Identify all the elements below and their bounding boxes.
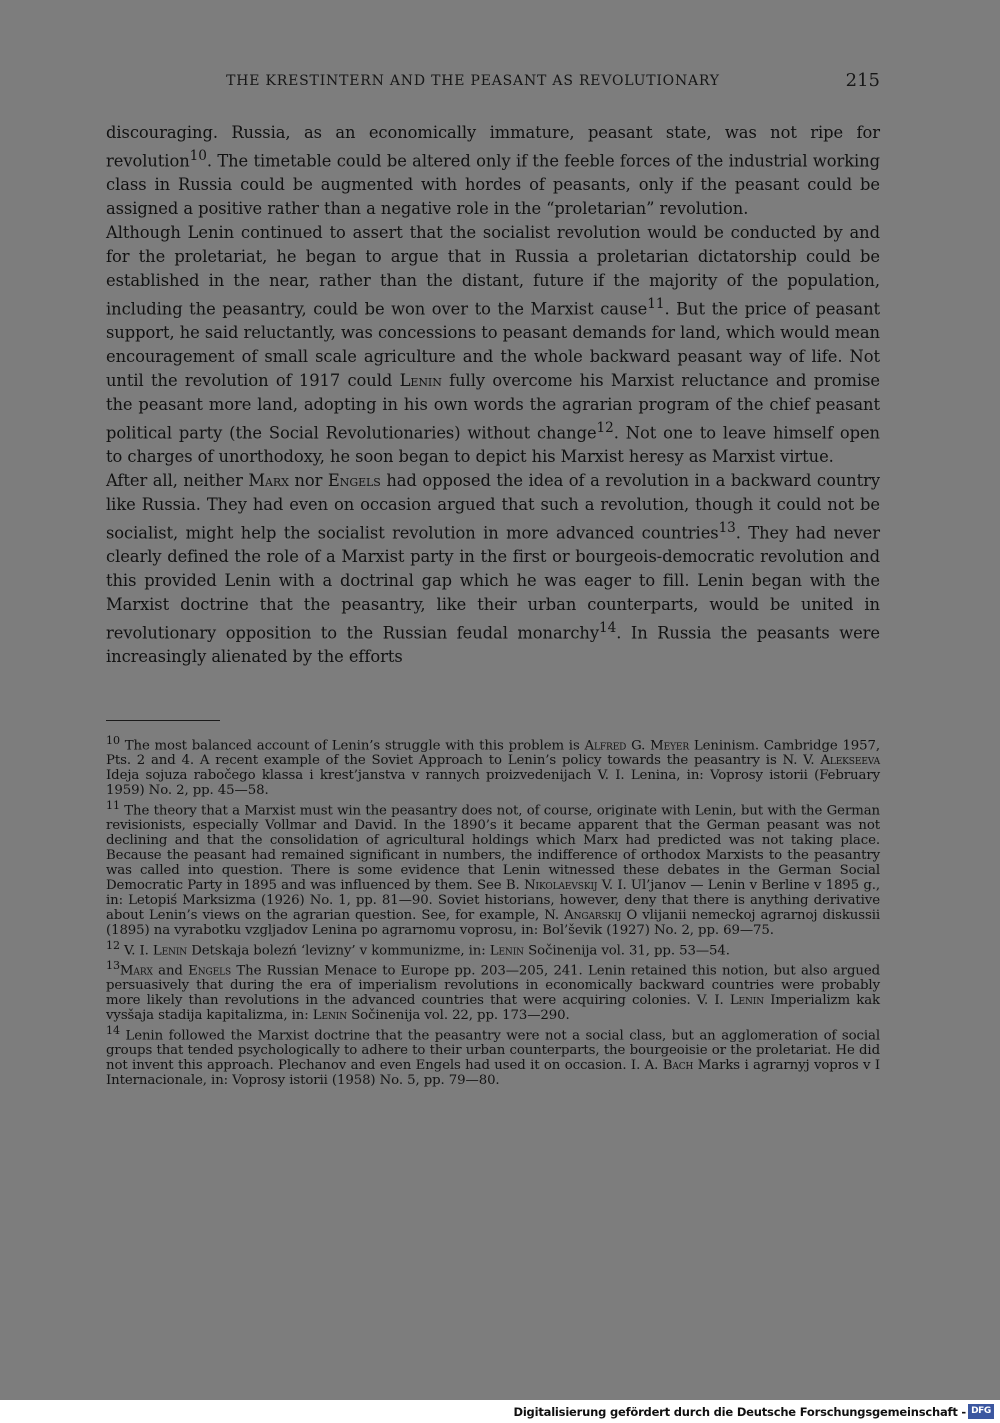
footnote-ref-13: 13 — [718, 519, 736, 536]
body-text — [106, 121, 880, 669]
text-run: Sočinenija vol. 31, pp. 53—54. — [523, 943, 730, 959]
text-run: . The timetable could be altered only if the feeble forces of the industrial working class in Russia could be augmented with hordes of peasants, only if the peasant could be assigned a positive rather than a negative role in the “proletarian” revolution. — [106, 151, 880, 219]
footnote-number: 12 — [106, 938, 120, 952]
author-name: Engels — [188, 963, 232, 979]
text-run: . But the price of peasant support, he said reluctantly, was concessions to peasant demands for land, which would mean encouragement of small scale agriculture and the whole backward peasant way of life. Not until the revolution of 1917 could — [106, 299, 880, 390]
text-run: Leninism. Cambridge 1957, Pts. 2 and 4. A recent example of the Soviet Approach to Lenin’s policy towards the peasantry is N. V. — [106, 738, 881, 769]
author-name: Lenin — [729, 993, 765, 1009]
funding-credit: Digitalisierung gefördert durch die Deutsche Forschungsgemeinschaft - — [513, 1405, 966, 1419]
author-name: Alfred G. Meyer — [584, 738, 690, 754]
footnote-11 — [106, 799, 880, 939]
text-run: had opposed the idea of a revolution in a backward country like Russia. They had even on occasion argued that such a revolution, though it could not be socialist, might help the socialist revolution in more advanced countries — [106, 470, 880, 543]
footnote-13 — [106, 959, 880, 1024]
text-run: Sočinenija vol. 22, pp. 173—290. — [346, 1008, 570, 1024]
page-number: 215 — [845, 70, 880, 91]
text-run: nor — [288, 470, 328, 490]
text-run: After all, neither — [106, 470, 249, 490]
text-run: Although Lenin continued to assert that the socialist revolution would be conducted by and for the proletariat, he began to argue that in Russia a proletarian dictatorship could be established in the near, rather than the distant, future if the majority of the population, including the peasantry, could be won over to the Marxist cause — [106, 223, 880, 319]
footnote-ref-14: 14 — [599, 619, 617, 636]
footnote-ref-12: 12 — [596, 419, 614, 436]
text-run: The Russian Menace to Europe pp. 203—205, 241. Lenin retained this notion, but also argued persuasively that during the era of imperialism revolutions in economically backward countries were probably more likely than revolutions in the advanced countries that were acquiring colonies. V. I. — [106, 963, 880, 1009]
author-name: Nikolaevskij — [523, 878, 598, 893]
text-run: O vlijanii nemeckoj agrarnoj diskussii (1895) na vyrabotku vzgljadov Lenina po agrarnomu voprosu, in: Bol’ševik (1927) No. 2, pp. 69—75. — [106, 907, 880, 938]
paragraph-1 — [106, 121, 880, 221]
paragraph-2 — [106, 221, 880, 469]
paragraph-3 — [106, 469, 880, 669]
footnote-number: 10 — [106, 734, 120, 747]
text-run: The theory that a Marxist must win the peasantry does not, of course, originate with Lenin, but with the German revisionists, especially Vollmar and David. In the 1890’s it became apparent that the German peasant was not declining and that the consolidation of agricultural holdings which Marx had predicted was not taking place. Because the peasant had remained significant in numbers, the indifference of orthodox Marxists to the peasantry was called into question. There is some evidence that Lenin witnessed these debates in the German Social Democratic Party in 1895 and was influenced by them. See B. — [106, 803, 880, 893]
text-run: discouraging. Russia, as an economically immature, peasant state, was not ripe for revolution — [106, 123, 880, 171]
footnote-12 — [106, 939, 880, 959]
text-run: . In Russia the peasants were increasingly alienated by the efforts — [106, 623, 880, 667]
footnote-14 — [106, 1024, 880, 1089]
text-run: Detskaja bolezń ‘levizny’ v kommunizme, in: — [187, 943, 490, 959]
footnote-10 — [106, 734, 880, 799]
page-header — [106, 70, 880, 96]
text-run: Lenin followed the Marxist doctrine that the peasantry were not a social class, but an agglomeration of social groups that tended psychologically to adhere to their urban counterparts, the bourgeoisie or the proletariat. He did not invent this approach. Plechanov and even Engels had used it on occasion. I. A. — [106, 1028, 880, 1074]
footnote-number: 14 — [106, 1024, 120, 1037]
author-name: Alekseeva — [820, 753, 880, 769]
author-name: Lenin — [152, 943, 188, 959]
footnote-ref-10: 10 — [189, 147, 207, 164]
running-head: THE KRESTINTERN AND THE PEASANT AS REVOLUTIONARY — [226, 73, 720, 89]
text-run: V. I. — [119, 943, 153, 959]
footnotes — [106, 734, 880, 1089]
text-run: The most balanced account of Lenin’s struggle with this problem is — [119, 738, 585, 754]
text-run: Imperializm kak vysšaja stadija kapitalizma, in: — [106, 993, 880, 1024]
author-name: Lenin — [399, 370, 442, 390]
author-name: Angarskij — [564, 907, 622, 923]
text-run: Marks i agrarnyj vopros v I Internacionale, in: Voprosy istorii (1958) No. 5, pp. 79—80. — [106, 1058, 880, 1089]
author-name: Lenin — [312, 1008, 347, 1024]
text-run: . They had never clearly defined the role of a Marxist party in the first or bourgeois-democratic revolution and this provided Lenin with a doctrinal gap which he was eager to fill. Lenin began with the Marxist doctrine that the peasantry, like their urban counterparts, would be united in revolutionary opposition to the Russian feudal monarchy — [106, 523, 880, 643]
author-name: Lenin — [489, 943, 524, 959]
footnote-number: 13 — [106, 958, 120, 972]
author-name: Marx — [119, 963, 153, 979]
text-run: Ideja sojuza rabočego klassa i krest’janstva v rannych proizvedenijach V. I. Lenina, in: Voprosy istorii (February 1959) No. 2, pp. 45—58. — [106, 768, 880, 799]
dfg-logo: DFG — [968, 1404, 994, 1419]
digitization-footer — [0, 1400, 1000, 1423]
author-name: Bach — [662, 1058, 694, 1074]
text-run: V. I. Ul’janov — Lenin v Berline v 1895 g., in: Letopiś Marksizma (1926) No. 1, pp. 81—90. Soviet historians, however, deny that there is anything derivative about Lenin’s views on the agrarian question. See, for example, N. — [106, 878, 880, 923]
text-run: . Not one to leave himself open to charges of unorthodoxy, he soon began to depict his Marxist heresy as Marxist virtue. — [106, 423, 880, 467]
text-run: and — [152, 963, 189, 979]
author-name: Marx — [248, 470, 289, 490]
footnote-ref-11: 11 — [647, 295, 665, 312]
footnote-separator — [106, 720, 220, 721]
footnote-number: 11 — [106, 799, 120, 813]
text-run: fully overcome his Marxist reluctance and promise the peasant more land, adopting in his own words the agrarian program of the chief peasant political party (the Social Revolutionaries) without change — [106, 370, 880, 443]
author-name: Engels — [327, 470, 381, 490]
